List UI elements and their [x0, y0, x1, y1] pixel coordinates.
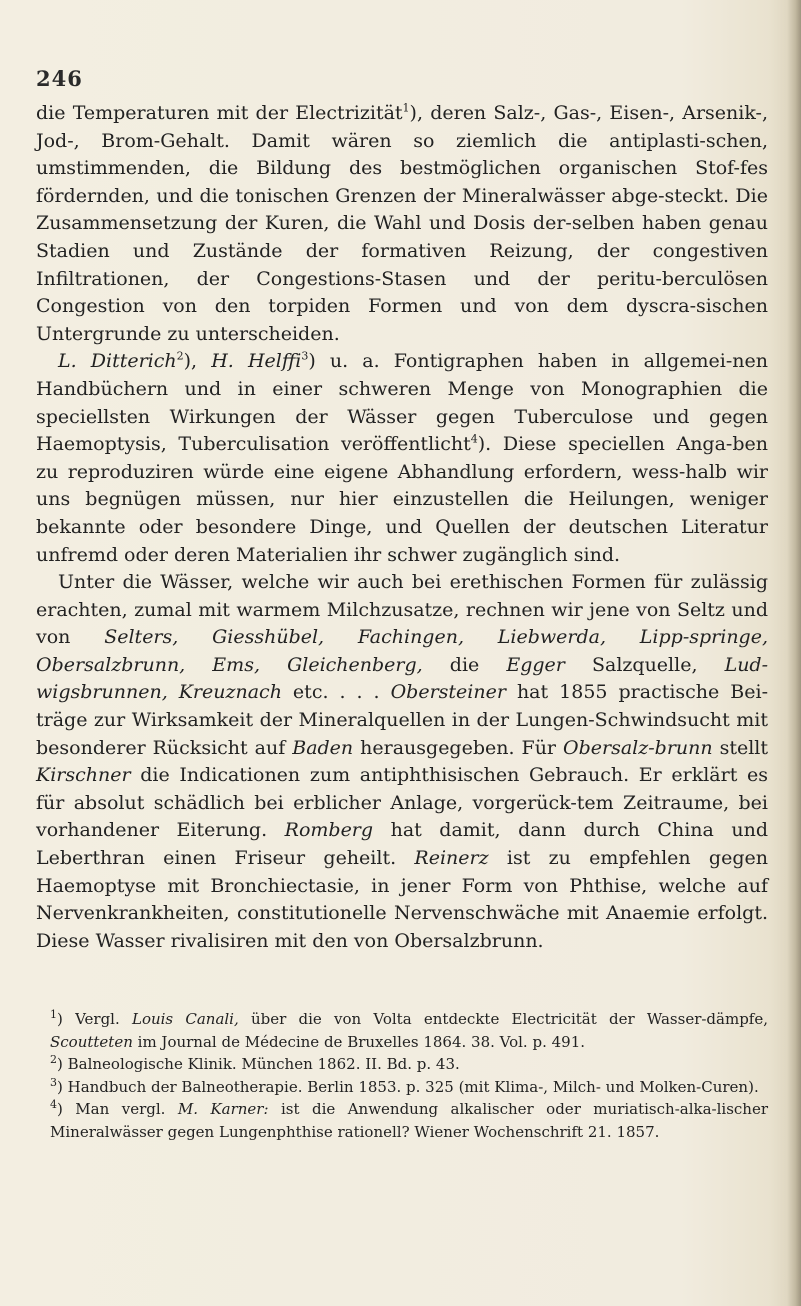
text-run: ) u. a. Fontigraphen haben in allgemei-nen Handbüchern und in einer schweren Menge von Monographien die speciellsten Wirkungen der Wässer gegen Tuberculose und gegen Haemoptysis, Tuberculisation veröffentlicht [36, 350, 768, 456]
footnote [36, 1076, 768, 1099]
text-run: ist zu empfehlen gegen Haemoptyse mit Bronchiectasie, in jener Form von Phthise, welche auf Nervenkrankheiten, constitutionelle Nervenschwäche mit Anaemie erfolgt. Diese Wasser rivalisiren mit den von Obersalzbrunn. [36, 847, 768, 952]
italic-run: Obersteiner [390, 681, 506, 704]
footnote-marker: 3 [301, 350, 309, 364]
text-run: im Journal de Médecine de Bruxelles 1864. 38. Vol. p. 491. [132, 1032, 586, 1051]
text-run: die [422, 653, 507, 676]
body-paragraph [36, 569, 768, 955]
text-run: ), deren Salz-, Gas-, Eisen-, Arsenik-, Jod-, Brom-Gehalt. Damit wären so ziemlich die antiplasti-schen, umstimmenden, die Bildung des bestmöglichen organischen Stof-fes fördernden, und die tonischen Grenzen der Mineralwässer abge-steckt. Die Zusammensetzung der Kuren, die Wahl und Dosis der-selben haben genau Stadien und Zustände der formativen Reizung, der congestiven Infiltrationen, der Congestions-Stasen und der peritu-berculösen Congestion von den torpiden Formen und von dem dyscra-sischen Untergrunde zu unterscheiden. [36, 102, 768, 345]
text-run: Unter die Wässer, welche wir auch bei erethischen Formen für zulässig erachten, zumal mit warmem Milchzusatze, rechnen wir jene von Seltz und von [36, 571, 768, 649]
text-run: ), [183, 350, 212, 373]
footnote-marker: 2 [50, 1053, 57, 1067]
footnote-marker: 4 [470, 432, 478, 446]
footnote [36, 1098, 768, 1143]
footnotes [36, 1008, 768, 1144]
italic-run: L. Ditterich [58, 350, 177, 373]
text-run: über die von Volta entdeckte Electricität der Wasser-dämpfe, [238, 1010, 769, 1028]
footnote-marker: 1 [50, 1008, 57, 1021]
page-edge-shadow [787, 0, 801, 1306]
body-paragraph [36, 348, 768, 569]
page-number: 246 [36, 66, 83, 91]
text-run: hat damit, dann durch China und Leberthran einen Friseur geheilt. [36, 819, 768, 870]
italic-run: Reinerz [414, 847, 489, 870]
italic-run: Obersalz-brunn [563, 736, 713, 759]
italic-run: M. Karner: [177, 1100, 269, 1119]
text-run: ) Vergl. [57, 1010, 132, 1028]
text-run: Salzquelle, [564, 653, 725, 676]
footnote-marker: 3 [50, 1075, 57, 1089]
text-run: ) Balneologische Klinik. München 1862. II. Bd. p. 43. [57, 1055, 460, 1074]
text-run: ist die Anwendung alkalischer oder muriatisch-alka-lischer Mineralwässer gegen Lungenphthise rationell? Wiener Wochenschrift 21. 1857. [50, 1100, 769, 1141]
italic-run: Romberg [284, 819, 374, 842]
italic-run: Selters, Giesshübel, Fachingen, Liebwerda, Lipp-springe, Obersalzbrunn, Ems, Gleichenberg, [36, 626, 768, 676]
text-run: die Temperaturen mit der Electrizität [36, 102, 403, 124]
footnote-marker: 4 [50, 1098, 57, 1112]
text-run: ) Man vergl. [57, 1100, 178, 1119]
text-run: herausgegeben. Für [353, 736, 563, 759]
body-text [36, 100, 768, 955]
footnote [36, 1008, 768, 1053]
italic-run: H. Helffi [211, 350, 302, 373]
text-run: stellt [712, 736, 769, 759]
italic-run: Kirschner [36, 764, 131, 787]
italic-run: Egger [506, 653, 565, 676]
footnote-marker: 2 [176, 350, 184, 364]
italic-run: Louis Canali, [131, 1010, 239, 1028]
body-paragraph [36, 100, 768, 348]
text-run: etc. . . . [281, 681, 391, 704]
italic-run: Lud-wigsbrunnen, Kreuznach [36, 653, 769, 704]
italic-run: Baden [292, 736, 354, 759]
text-run: ). Diese speciellen Anga-ben zu reproduziren würde eine eigene Abhandlung erfordern, wess-halb wir uns begnügen müssen, nur hier einzustellen die Heilungen, weniger bekannte oder besondere Dinge, und Quellen der deutschen Literatur unfremd oder deren Materialien ihr schwer zugänglich sind. [36, 433, 768, 566]
italic-run: Scoutteten [50, 1032, 133, 1051]
text-run: hat 1855 practische Bei-träge zur Wirksamkeit der Mineralquellen in der Lungen-Schwindsucht mit besonderer Rücksicht auf [36, 681, 768, 759]
footnote-marker: 1 [402, 101, 410, 115]
footnote [36, 1053, 768, 1076]
text-run: ) Handbuch der Balneotherapie. Berlin 1853. p. 325 (mit Klima-, Milch- und Molken-Curen). [57, 1077, 759, 1096]
text-run: die Indicationen zum antiphthisischen Gebrauch. Er erklärt es für absolut schädlich bei erblicher Anlage, vorgerück-tem Zeitraume, bei vorhandener Eiterung. [36, 764, 768, 842]
